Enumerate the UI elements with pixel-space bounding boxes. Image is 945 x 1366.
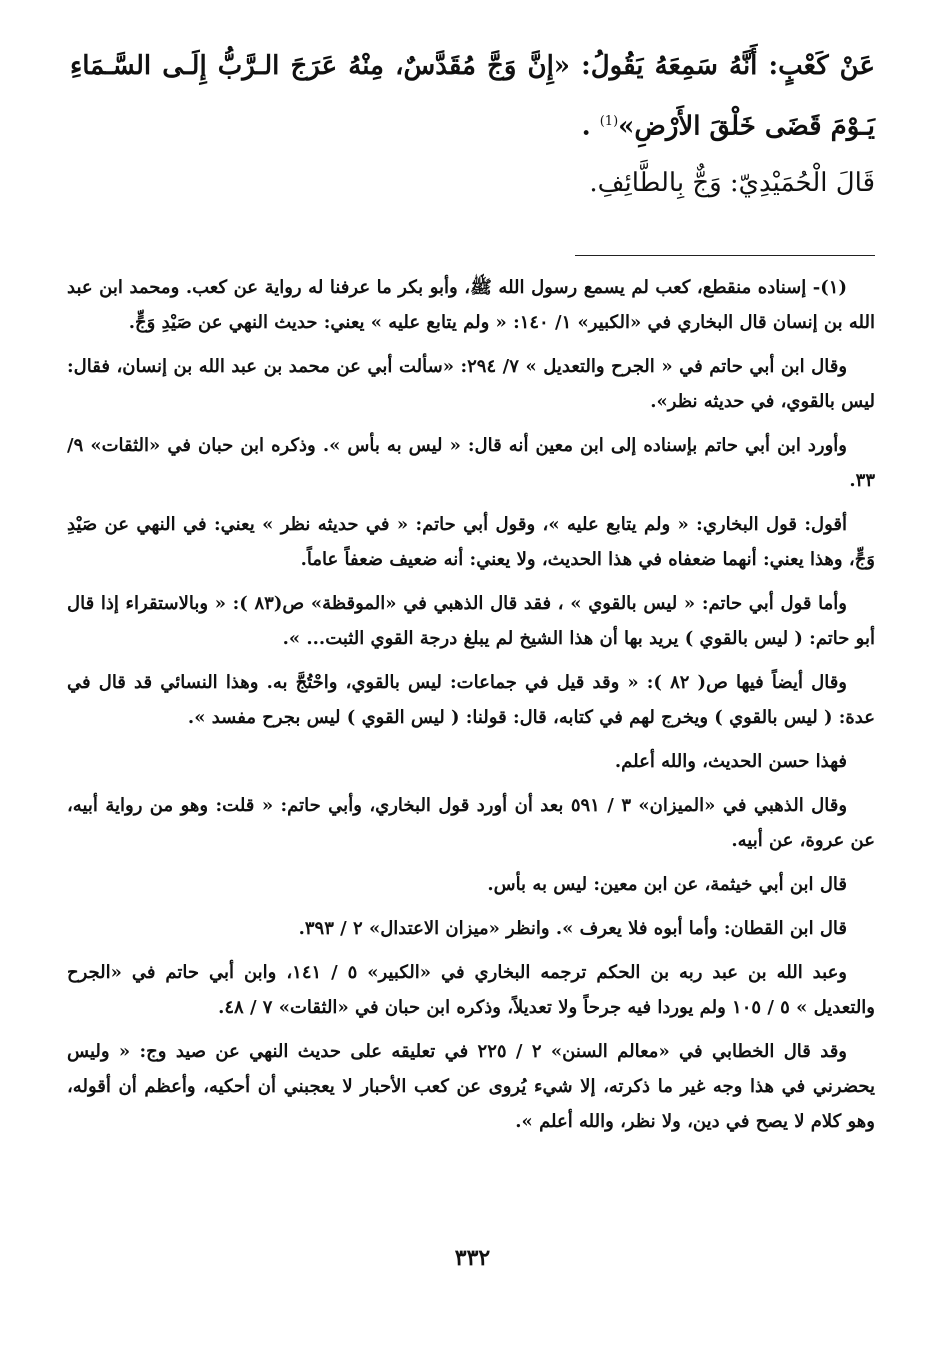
footnote-paragraph: فهذا حسن الحديث، والله أعلم. bbox=[614, 751, 847, 772]
main-line-1: عَنْ كَعْبٍ: أَنَّهُ سَمِعَهُ يَقُولُ: «إِنَّ وَجَّ مُقَدَّسٌ، مِنْهُ عَرَجَ الـرَّبُّ إِلَـى السَّـمَاءِ يَـوْمَ قَضَى خَلْقَ الأَرْضِ» bbox=[70, 51, 875, 142]
footnotes bbox=[67, 270, 875, 1148]
page-number: ٣٣٢ bbox=[454, 1245, 491, 1271]
footnote-paragraph: وقال أيضاً فيها ص( ٨٢ ): « وقد قيل في جماعات: ليس بالقوي، واحْتُجَّ به. وهذا النسائي قد قال في عدة: ( ليس بالقوي ) ويخرج لهم في كتابه، قال: قولنا: ( ليس القوي ) ليس بجرح مفسد ». bbox=[67, 672, 875, 728]
footnote-divider bbox=[575, 255, 875, 256]
main-line-1-end: . bbox=[581, 111, 600, 142]
footnote-reference: (1) bbox=[599, 114, 619, 129]
footnote-paragraph: وأورد ابن أبي حاتم بإسناده إلى ابن معين أنه قال: « ليس به بأس ». وذكره ابن حبان في «الثقات» ٩/ ٣٣. bbox=[67, 435, 875, 491]
footnote-paragraph: وقد قال الخطابي في «معالم السنن» ٢ / ٢٢٥ في تعليقه على حديث النهي عن صيد وج: « وليس يحضرني في هذا وجه غير ما ذكرته، إلا شيء يُروى عن كعب الأحبار لا يعجبني أن أحكيه، وأعظم أن أقوله، وهو كلام لا يصح في دين، ولا نظر، والله أعلم ». bbox=[67, 1041, 875, 1132]
footnote-paragraph: قال ابن القطان: وأما أبوه فلا يعرف ». وانظر «ميزان الاعتدال» ٢ / ٣٩٣. bbox=[298, 918, 847, 939]
footnote-paragraph: (١)- إسناده منقطع، كعب لم يسمع رسول الله ﷺ، وأبو بكر ما عرفنا له رواية عن كعب. ومحمد ابن عبد الله بن إنسان قال البخاري في «الكبير» ١/ ١٤٠: « ولم يتابع عليه » يعني: حديث النهي عن صَيْدِ وَجٍّ. bbox=[67, 277, 875, 333]
main-text bbox=[70, 38, 875, 211]
footnote-paragraph: وأما قول أبي حاتم: « ليس بالقوي » ، فقد قال الذهبي في «الموقظة» ص(٨٣ ): « وبالاستقراء إذا قال أبو حاتم: ( ليس بالقوي ) يريد بها أن هذا الشيخ لم يبلغ درجة القوي الثبت... ». bbox=[67, 593, 875, 649]
footnote-paragraph: أقول: قول البخاري: « ولم يتابع عليه »، وقول أبي حاتم: « في حديثه نظر » يعني: في النهي عن صَيْدِ وَجٍّ، وهذا يعني: أنهما ضعفاه في هذا الحديث، ولا يعني: أنه ضعيف ضعفاً عاماً. bbox=[67, 514, 875, 570]
footnote-paragraph: وعبد الله بن عبد ربه بن الحكم ترجمه البخاري في «الكبير» ٥ / ١٤١، وابن أبي حاتم في «الجرح والتعديل » ٥ / ١٠٥ ولم يوردا فيه جرحاً ولا تعديلاً، وذكره ابن حبان في «الثقات» ٧ / ٤٨. bbox=[67, 962, 875, 1018]
footnote-paragraph: وقال الذهبي في «الميزان» ٣ / ٥٩١ بعد أن أورد قول البخاري، وأبي حاتم: « قلت: وهو من رواية أبيه، عن عروة، عن أبيه. bbox=[67, 795, 875, 851]
footnote-paragraph: وقال ابن أبي حاتم في « الجرح والتعديل » ٧/ ٢٩٤: «سألت أبي عن محمد بن عبد الله بن إنسان، فقال: ليس بالقوي، في حديثه نظر». bbox=[67, 356, 875, 412]
main-line-2: قَالَ الْحُمَيْدِيّ: وَجٌّ بِالطَّائِفِ. bbox=[589, 167, 875, 198]
main-paragraph bbox=[70, 38, 875, 155]
footnote-paragraph: قال ابن أبي خيثمة، عن ابن معين: ليس به بأس. bbox=[487, 874, 847, 895]
